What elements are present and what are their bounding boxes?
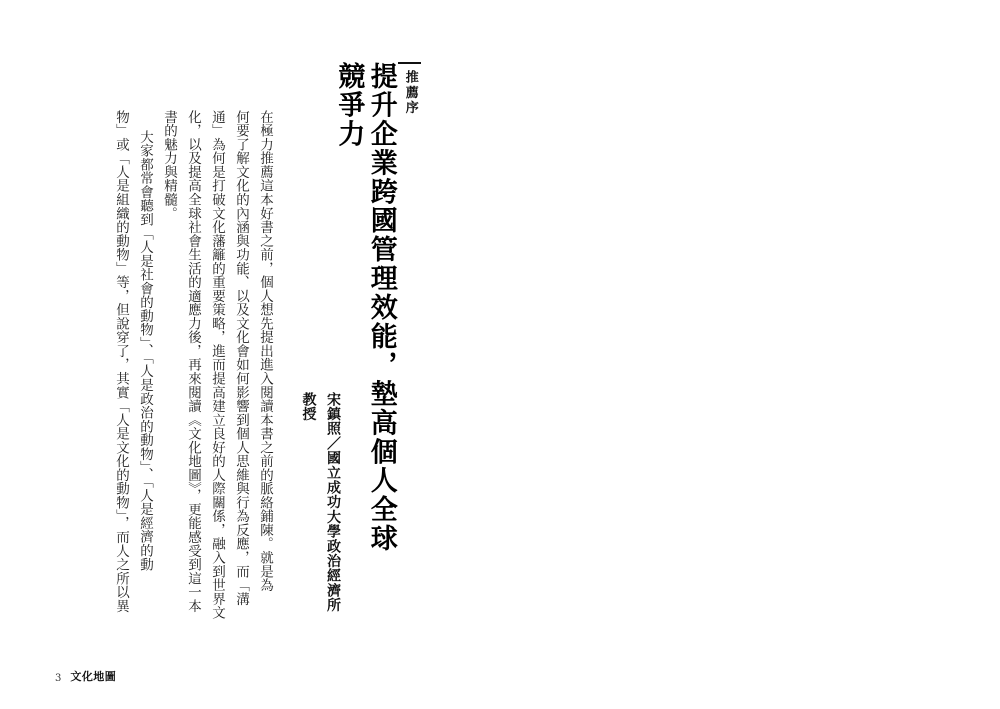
page-number: 3 bbox=[55, 673, 62, 684]
body-line: 化，以及提高全球社會生活的適應力後，再來閱讀《文化地圖》，更能感受到這一本 bbox=[185, 110, 201, 613]
page-footer bbox=[55, 668, 116, 684]
series-label: 推薦序 bbox=[398, 62, 421, 132]
page-title: 提升企業跨國管理效能，墊高個人全球競爭力 bbox=[333, 62, 397, 554]
body-line: 物」或「人是組織的動物」等，但說穿了，其實「人是文化的動物」，而人之所以異 bbox=[113, 110, 129, 613]
body-line: 書的魅力與精髓。 bbox=[161, 110, 177, 221]
body-line: 大家都常會聽到「人是社會的動物」、「人是政治的動物」、「人是經濟的動 bbox=[137, 130, 153, 572]
body-line: 何要了解文化的內涵與功能、以及文化會如何影響到個人思維與行為反應，而「溝 bbox=[233, 110, 249, 606]
author-byline: 宋鎮照／國立成功大學政治經濟所教授 bbox=[300, 392, 341, 613]
body-line: 通」為何是打破文化藩籬的重要策略，進而提高建立良好的人際關係，融入到世界文 bbox=[209, 110, 225, 620]
running-book-title: 文化地圖 bbox=[70, 670, 117, 683]
body-line: 在極力推薦這本好書之前，個人想先提出進入閱讀本書之前的脈絡鋪陳。就是為 bbox=[257, 110, 273, 592]
body-text bbox=[60, 110, 275, 630]
